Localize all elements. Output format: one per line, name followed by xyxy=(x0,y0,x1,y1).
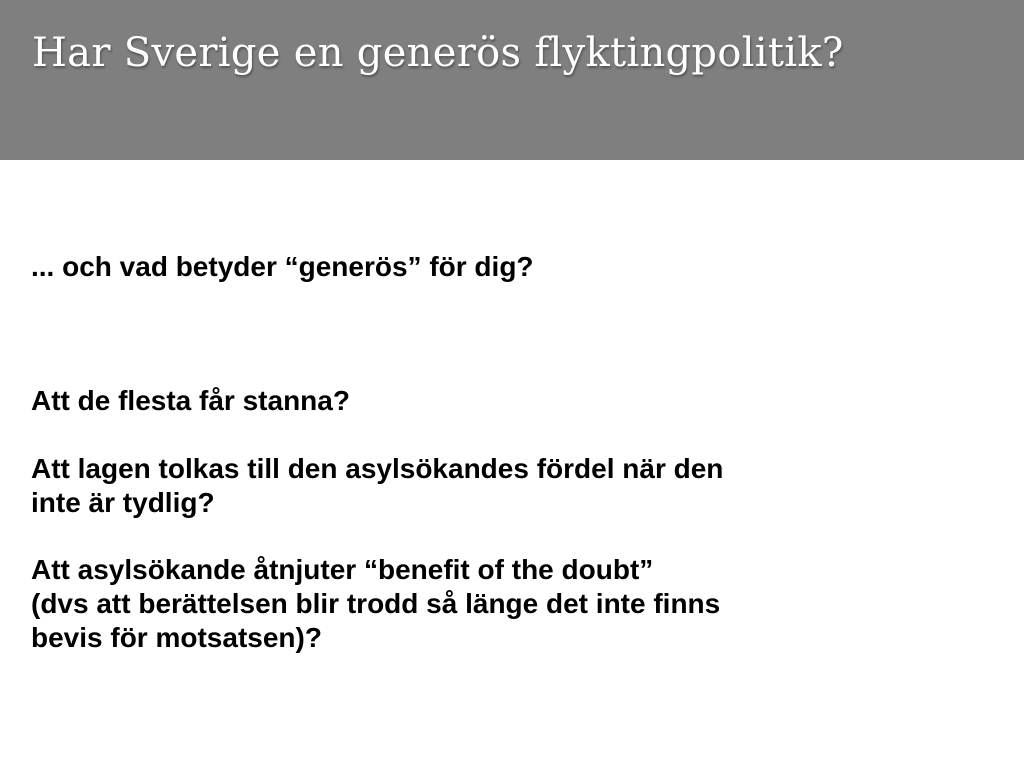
bullet-point-3-line-2: (dvs att berättelsen blir trodd så länge det inte finns xyxy=(31,588,721,619)
slide-title: Har Sverige en generös flyktingpolitik? xyxy=(32,30,844,76)
bullet-point-1 xyxy=(31,384,350,418)
bullet-point-3 xyxy=(31,553,720,655)
bullet-point-2-line-1: Att lagen tolkas till den asylsökandes fördel när den xyxy=(31,453,724,484)
bullet-point-2-line-2: inte är tydlig? xyxy=(31,487,215,518)
bullet-point-2 xyxy=(31,452,723,520)
bullet-point-3-line-3: bevis för motsatsen)? xyxy=(31,622,322,653)
title-bar xyxy=(0,0,1024,160)
slide-subtitle: ... och vad betyder “generös” för dig? xyxy=(31,251,534,282)
bullet-point-3-line-1: Att asylsökande åtnjuter “benefit of the doubt” xyxy=(31,554,654,585)
bullet-point-1-line-1: Att de flesta får stanna? xyxy=(31,385,350,416)
